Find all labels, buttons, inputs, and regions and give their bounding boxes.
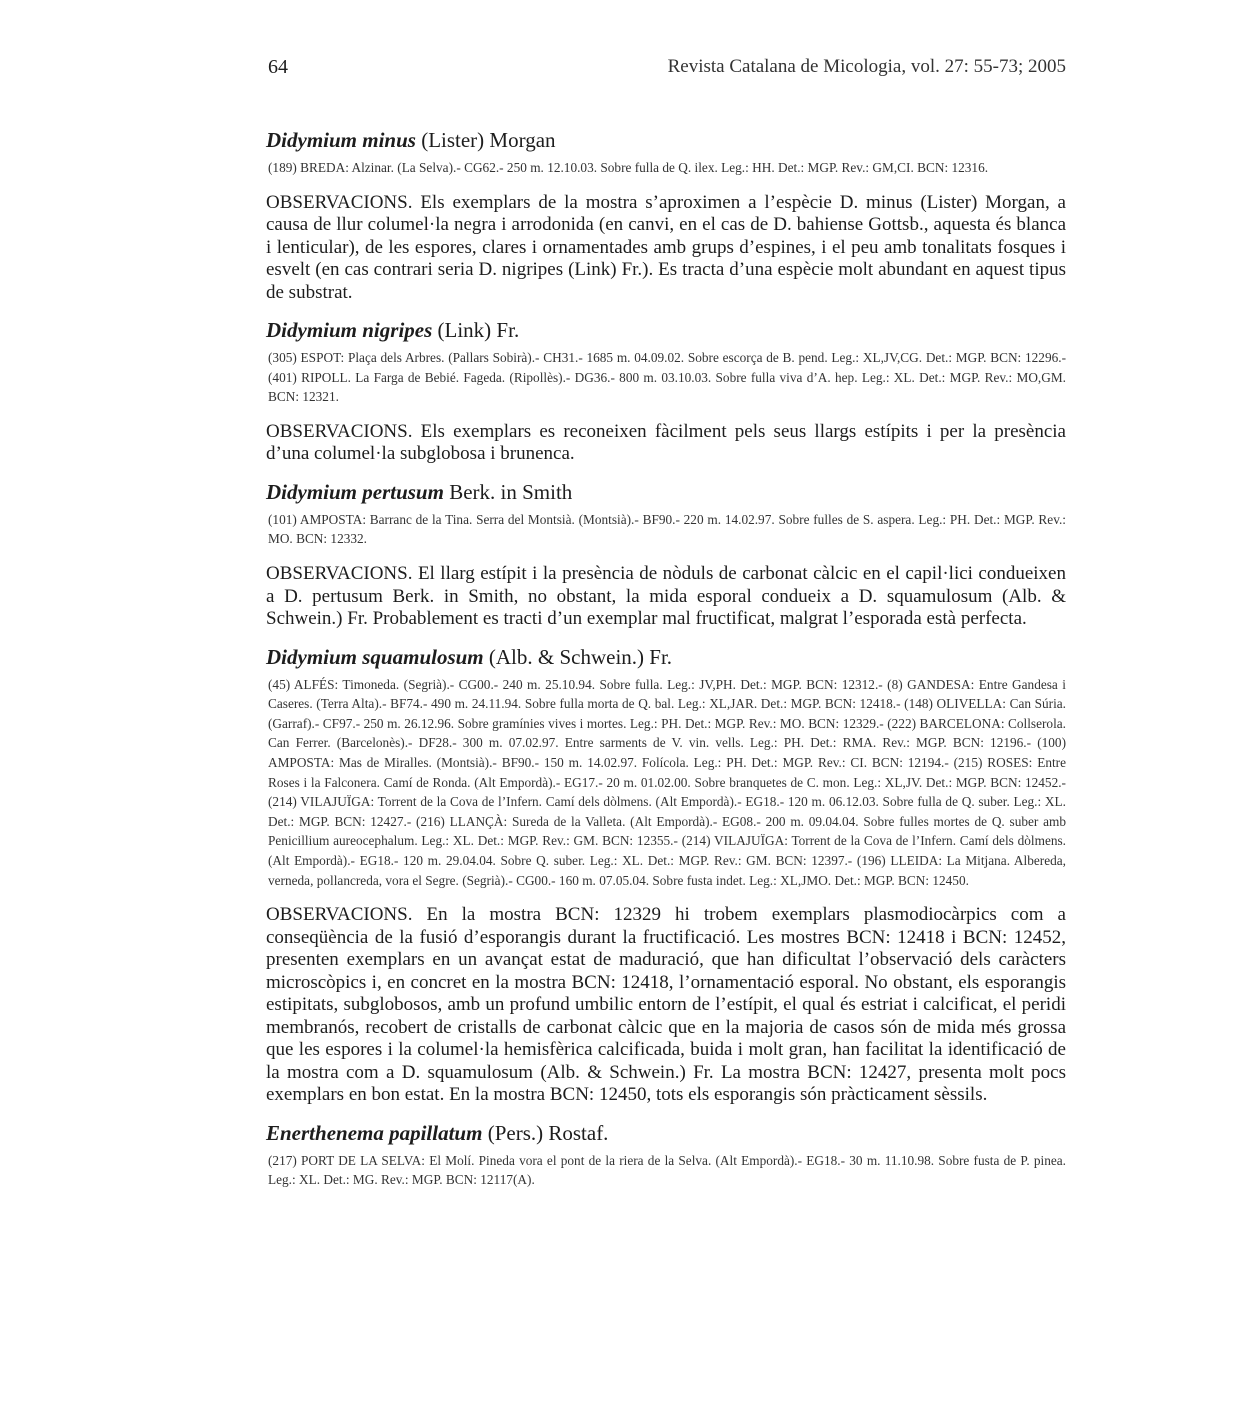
collection-record: (101) AMPOSTA: Barranc de la Tina. Serra del Montsià. (Montsià).- BF90.- 220 m. 14.02.97. Sobre fulles de S. aspera. Leg.: PH. Det.: MGP. Rev.: MO. BCN: 12332. xyxy=(268,511,1066,547)
observations-paragraph: OBSERVACIONS. En la mostra BCN: 12329 hi trobem exemplars plasmodiocàrpics com a conseqüència de la fusió d’esporangis durant la fructificació. Les mostres BCN: 12418 i BCN: 12452, presenten exemplars en un avançat estat de maduració, que han dificultat l’observació dels caràcters microscòpics i, en concret en la mostra BCN: 12418, l’ornamentació esporal. No obstant, els esporangis estipitats, subglobosos, amb un profund umbilic entorn de l’estípit, el qual és estriat i calcificat, el peridi membranós, recobert de cristalls de carbonat càlcic que en la majoria de casos són de mida més grossa que les espores i la columel·la hemisfèrica calcificada, buida i molt gran, han facilitat la identificació de la mostra com a D. squamulosum (Alb. & Schwein.) Fr. La mostra BCN: 12427, presenta molt pocs exemplars en bon estat. En la mostra BCN: 12450, tots els esporangis són pràcticament sèssils. xyxy=(266,904,1066,1106)
species-entry xyxy=(266,126,1066,304)
observations-paragraph: OBSERVACIONS. Els exemplars es reconeixen fàcilment pels seus llargs estípits i per la presència d’una columel·la subglobosa i brunenca. xyxy=(266,420,1066,465)
collection-record: (217) PORT DE LA SELVA: El Molí. Pineda vora el pont de la riera de la Selva. (Alt Empordà).- EG18.- 30 m. 11.10.98. Sobre fusta de P. pinea. Leg.: XL. Det.: MG. Rev.: MGP. BCN: 12117(A). xyxy=(268,1152,1066,1188)
taxon-authority: (Alb. & Schwein.) Fr. xyxy=(488,644,673,669)
taxon-authority: (Pers.) Rostaf. xyxy=(487,1120,609,1145)
taxon-name: Didymium pertusum xyxy=(266,479,444,504)
taxon-heading xyxy=(266,643,1066,671)
page-number: 64 xyxy=(268,56,288,78)
taxon-name: Enerthenema papillatum xyxy=(266,1120,483,1145)
taxon-authority: (Link) Fr. xyxy=(437,318,520,343)
collection-record: (45) ALFÉS: Timoneda. (Segrià).- CG00.- 240 m. 25.10.94. Sobre fulla. Leg.: JV,PH. Det.: MGP. BCN: 12312.- (8) GANDESA: Entre Gandesa i Caseres. (Terra Alta).- BF74.- 490 m. 24.11.94. Sobre fulla morta de Q. bal. Leg.: XL,JAR. Det.: MGP. BCN: 12418.- (148) OLIVELLA: Can Súria. (Garraf).- CF97.- 250 m. 26.12.96. Sobre gramínies vives i mortes. Leg.: PH. Det.: MGP. Rev.: MO. BCN: 12329.- (222) BARCELONA: Collserola. Can Ferrer. (Barcelonès).- DF28.- 300 m. 07.02.97. Entre sarments de V. vin. vells. Leg.: PH. Det.: RMA. Rev.: MGP. BCN: 12196.- (100) AMPOSTA: Mas de Miralles. (Montsià).- BF90.- 150 m. 14.02.97. Folícola. Leg.: PH. Det.: MGP. Rev.: CI. BCN: 12194.- (215) ROSES: Entre Roses i la Falconera. Camí de Ronda. (Alt Empordà).- EG17.- 20 m. 01.02.00. Sobre branquetes de C. mon. Leg.: XL,JV. Det.: MGP. BCN: 12452.- (214) VILAJUÏGA: Torrent de la Cova de l’Infern. Camí dels dòlmens. (Alt Empordà).- EG18.- 120 m. 06.12.03. Sobre fulla de Q. suber. Leg.: XL. Det.: MGP. BCN: 12427.- (216) LLANÇÀ: Sureda de la Valleta. (Alt Empordà).- EG08.- 200 m. 09.04.04. Sobre fulles mortes de Q. suber amb Penicillium aureocephalum. Leg.: XL. Det.: MGP. Rev.: GM. BCN: 12355.- (214) VILAJUÏGA: Torrent de la Cova de l’Infern. Camí dels dòlmens. (Alt Empordà).- EG18.- 120 m. 29.04.04. Sobre Q. suber. Leg.: XL. Det.: MGP. Rev.: GM. BCN: 12397.- (196) LLEIDA: La Mitjana. Albereda, verneda, pollancreda, vora el Segre. (Segrià).- CG00.- 160 m. 07.05.04. Sobre fusta indet. Leg.: XL,JMO. Det.: MGP. BCN: 12450. xyxy=(268,676,1066,888)
taxon-name: Didymium minus xyxy=(266,128,416,152)
observations-paragraph: OBSERVACIONS. Els exemplars de la mostra s’aproximen a l’espècie D. minus (Lister) Morgan, a causa de llur columel·la negra i arrodonida (en canvi, en el cas de D. bahiense Gottsb., aquesta és blanca i lenticular), de les espores, clares i ornamentades amb grups d’espines, i el peu amb tonalitats fosques i esvelt (en cas contrari seria D. nigripes (Link) Fr.). Es tracta d’una espècie molt abundant en aquest tipus de substrat. xyxy=(266,191,1066,303)
taxon-heading xyxy=(266,478,1066,506)
collection-record: (305) ESPOT: Plaça dels Arbres. (Pallars Sobirà).- CH31.- 1685 m. 04.09.02. Sobre escorça de B. pend. Leg.: XL,JV,CG. Det.: MGP. BCN: 12296.- (401) RIPOLL. La Farga de Bebié. Fageda. (Ripollès).- DG36.- 800 m. 03.10.03. Sobre fulla viva d’A. hep. Leg.: XL. Det.: MGP. Rev.: MO,GM. BCN: 12321. xyxy=(268,350,1066,405)
observations-paragraph: OBSERVACIONS. El llarg estípit i la presència de nòduls de carbonat càlcic en el capil·lici condueixen a D. pertusum Berk. in Smith, no obstant, la mida esporal condueix a D. squamulosum (Alb. & Schwein.) Fr. Probablement es tracti d’un exemplar mal fructificat, malgrat l’esporada està perfecta. xyxy=(266,563,1066,630)
taxon-authority: (Lister) Morgan xyxy=(421,128,556,152)
journal-citation: Revista Catalana de Micologia, vol. 27: 55-73; 2005 xyxy=(667,56,1066,77)
species-list xyxy=(266,126,1066,1204)
taxon-name: Didymium nigripes xyxy=(266,318,433,343)
taxon-heading xyxy=(266,126,1066,154)
species-entry xyxy=(266,478,1066,631)
taxon-name: Didymium squamulosum xyxy=(266,644,484,669)
taxon-authority: Berk. in Smith xyxy=(449,479,573,504)
running-header xyxy=(266,56,1066,86)
species-entry xyxy=(266,316,1066,466)
collection-record: (189) BREDA: Alzinar. (La Selva).- CG62.- 250 m. 12.10.03. Sobre fulla de Q. ilex. Leg.: HH. Det.: MGP. Rev.: GM,CI. BCN: 12316. xyxy=(268,160,989,175)
taxon-heading xyxy=(266,316,1066,344)
species-entry xyxy=(266,643,1066,1107)
taxon-heading xyxy=(266,1119,1066,1147)
species-entry xyxy=(266,1119,1066,1190)
